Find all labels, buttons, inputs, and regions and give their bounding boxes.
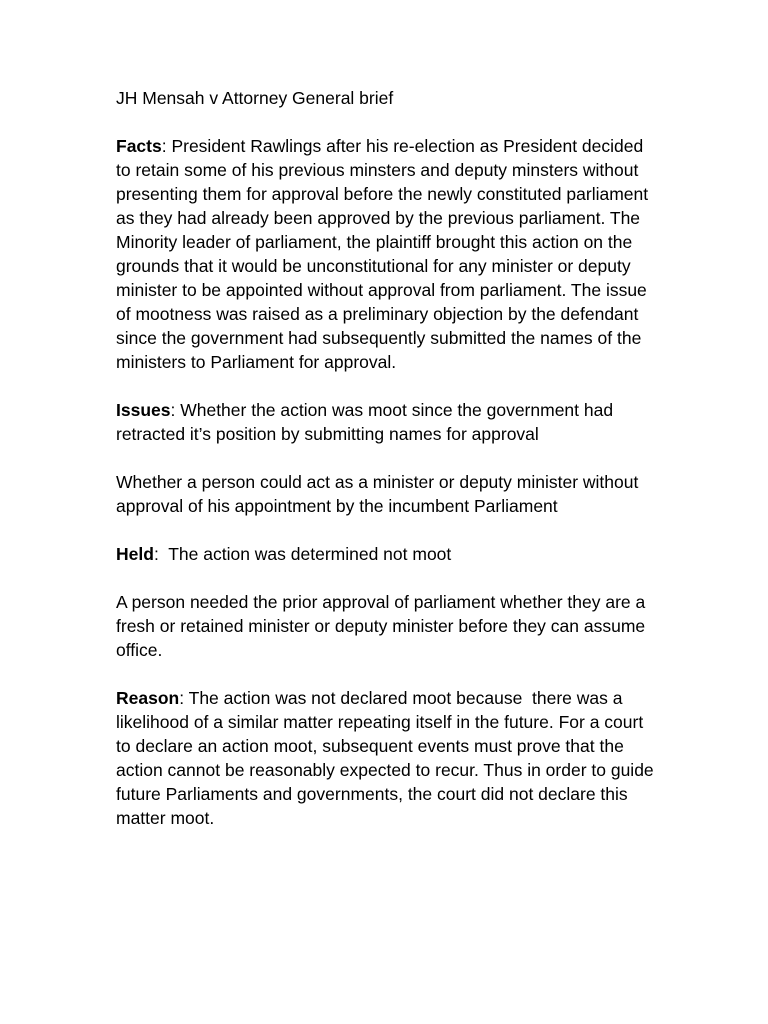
held-paragraph [116,542,661,566]
facts-text: : President Rawlings after his re-election as President decided to retain some of his previous minsters and deputy minsters without presenting them for approval before the newly constituted parliament as they had already been approved by the previous parliament. The Minority leader of parliament, the plaintiff brought this action on the grounds that it would be unconstitutional for any minister or deputy minister to be appointed without approval from parliament. The issue of mootness was raised as a preliminary objection by the defendant since the government had subsequently submitted the names of the ministers to Parliament for approval. [116,136,653,372]
reason-label: Reason [116,688,180,708]
issues-label: Issues [116,400,171,420]
facts-paragraph [116,134,661,374]
issues-text: : Whether the action was moot since the government had retracted it’s position by submitting names for approval [116,400,618,444]
document-body [116,86,661,854]
issues-second-paragraph: Whether a person could act as a minister or deputy minister without approval of his appointment by the incumbent Parliament [116,472,644,516]
held-text: : The action was determined not moot [153,544,452,564]
document-title: JH Mensah v Attorney General brief [116,88,394,108]
facts-label: Facts [116,136,162,156]
reason-text: : The action was not declared moot because there was a likelihood of a similar matter repeating itself in the future. For a court to declare an action moot, subsequent events must prove that the action cannot be reasonably expected to recur. Thus in order to guide future Parliaments and governments, the court did not declare this matter moot. [116,688,659,828]
held-label: Held [116,544,154,564]
held-second-paragraph: A person needed the prior approval of parliament whether they are a fresh or retained minister or deputy minister before they can assume office. [116,592,651,660]
issues-paragraph [116,398,661,446]
reason-paragraph [116,686,661,830]
